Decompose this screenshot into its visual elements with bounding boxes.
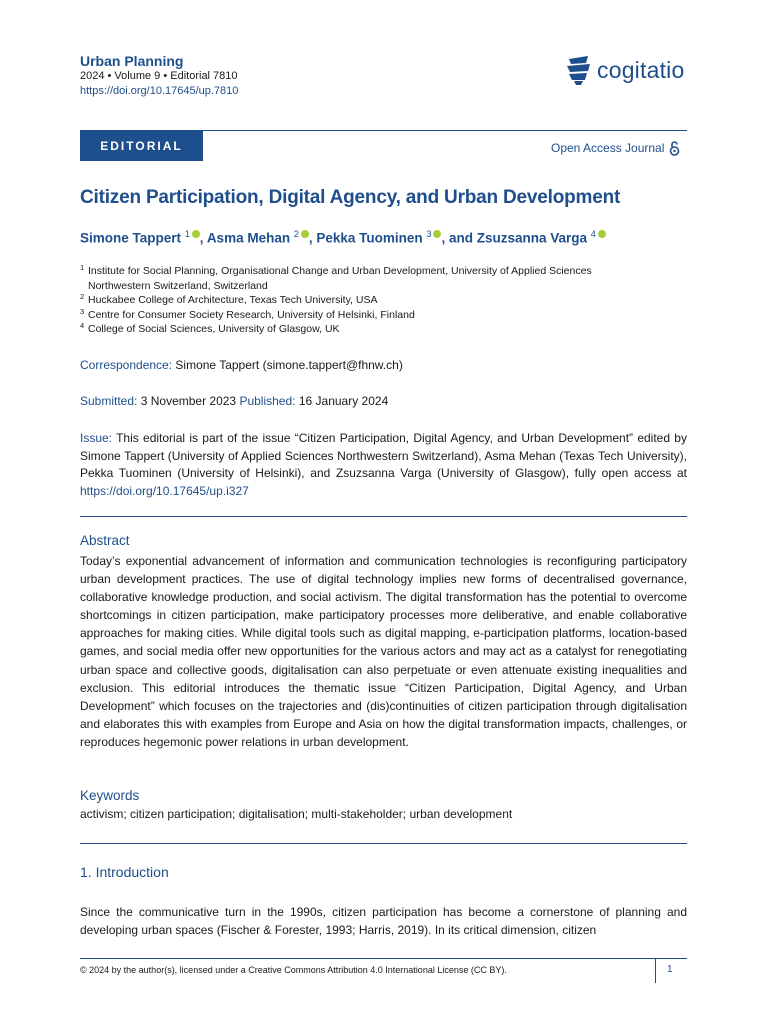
author-name[interactable]: Zsuzsanna Varga [476,230,588,246]
issue-text: This editorial is part of the issue “Citizen Participation, Digital Agency, and Urban Development” edited by Simone Tappert (University of Applied Sciences Northwestern Switzerland), Asma Mehan (Texas Tech University), Pekka Tuominen (University of Helsinki), and Zsuzsanna Varga (University of Glasgow), fully open access at [80,431,687,480]
author-name[interactable]: Simone Tappert [80,230,182,246]
author-separator: , [308,230,317,246]
author-affiliation-number: 1 [184,229,190,239]
abstract-heading: Abstract [80,533,130,548]
issue-note [80,430,687,500]
affiliation-number: 4 [80,321,85,330]
section-divider [80,843,687,844]
author-affiliation-number: 2 [293,229,299,239]
article-title: Citizen Participation, Digital Agency, and Urban Development [80,187,621,208]
affiliation-text: Northwestern Switzerland, Switzerland [88,279,268,292]
author-affiliation-number: 3 [426,229,432,239]
section-divider [80,516,687,517]
affiliation-number: 1 [80,263,85,272]
affiliation-item [80,293,680,308]
author-separator: , [199,230,207,246]
author-name[interactable]: Pekka Tuominen [316,230,423,246]
correspondence-line [80,358,403,372]
journal-name: Urban Planning [80,53,184,69]
orcid-icon[interactable] [301,230,309,238]
affiliation-text: Institute for Social Planning, Organisational Change and Urban Development, University of Applied Sciences [88,265,592,277]
article-type-badge: EDITORIAL [80,131,203,161]
orcid-icon[interactable] [598,230,606,238]
dates-line [80,394,388,408]
published-label: Published: [239,394,296,408]
page-number: 1 [667,964,673,975]
introduction-text: Since the communicative turn in the 1990s, citizen participation has become a cornerstone of planning and developing urban spaces (Fischer & Forester, 1993; Harris, 2019). In its critical dimension, citizen [80,905,687,938]
publisher-name: cogitatio [597,56,685,83]
issue-label: Issue: [80,431,113,445]
open-access-label [551,140,680,156]
published-date: 16 January 2024 [298,394,389,408]
volume-line: 2024 • Volume 9 • Editorial 7810 [80,70,238,82]
affiliation-number: 3 [80,306,85,316]
affiliation-text: College of Social Sciences, University of Glasgow, UK [88,323,340,335]
footer-separator [655,959,656,983]
footer-divider [80,958,687,959]
keywords-heading: Keywords [80,788,140,803]
introduction-heading: 1. Introduction [80,864,169,880]
affiliation-text: Centre for Consumer Society Research, University of Helsinki, Finland [88,308,415,321]
cogitatio-logo-icon [566,55,594,85]
affiliation-text: Huckabee College of Architecture, Texas Tech University, USA [88,294,378,306]
doi-link[interactable]: https://doi.org/10.17645/up.7810 [80,85,239,97]
affiliation-item [80,308,680,323]
license-text: © 2024 by the author(s), licensed under a Creative Commons Attribution 4.0 International License (CC BY). [80,965,507,975]
correspondence-value[interactable]: Simone Tappert (simone.tappert@fhnw.ch) [175,358,403,372]
submitted-label: Submitted: [80,394,138,408]
open-access-lock-icon [669,140,680,156]
affiliation-number: 2 [80,292,85,301]
author-affiliation-number: 4 [590,229,596,239]
publisher-logo[interactable] [566,55,684,85]
keywords-text: activism; citizen participation; digitalisation; multi-stakeholder; urban development [80,807,513,821]
author-name[interactable]: Asma Mehan [206,230,291,246]
open-access-text: Open Access Journal [551,141,665,155]
affiliation-list [80,264,680,337]
author-separator: , and [441,230,477,246]
affiliation-item [80,264,680,293]
affiliation-item [80,322,680,337]
author-list [80,229,606,246]
abstract-text: Today’s exponential advancement of information and communication technologies is reconfiguring participatory urban development practices. The use of digital technology implies new forms of decentralised governance, collaborative knowledge production, and social activism. The digital transformation has the potential to overcome shortcomings in citizen participation, make participatory processes more deliberative, and enable collaborative approaches for making cities. While digital tools such as digital mapping, e-participation platforms, location-based games, and social media offer new opportunities for the various actors and may act as a catalyst for renegotiating urban space and collective goods, digitalisation can also perpetuate or even attenuate existing inequalities and exclusion. This editorial introduces the thematic issue “Citizen Participation, Digital Agency, and Urban Development” which focuses on the trajectories and (dis)continuities of citizen participation through digitalisation and elaborates this with examples from Europe and Asia on how the digital transformation impacts, challenges, or reproduces hegemonic power relations in urban development. [80,554,687,749]
correspondence-label: Correspondence: [80,358,173,372]
issue-link[interactable]: https://doi.org/10.17645/up.i327 [80,483,249,498]
submitted-date: 3 November 2023 [140,394,237,408]
orcid-icon[interactable] [192,230,200,238]
